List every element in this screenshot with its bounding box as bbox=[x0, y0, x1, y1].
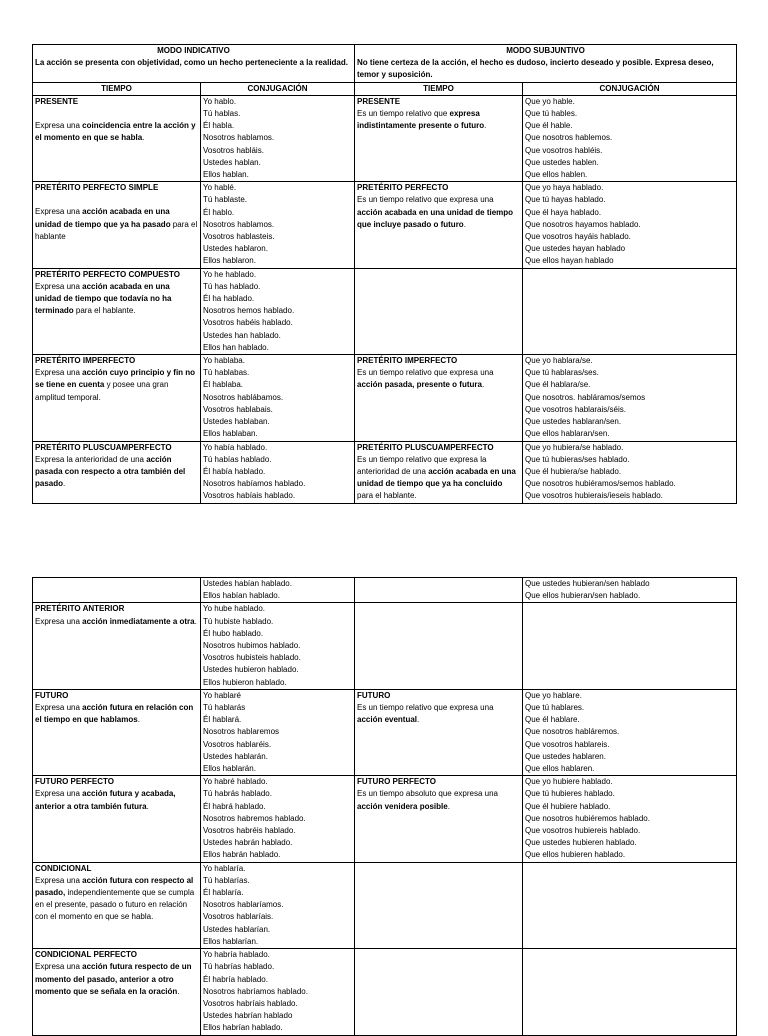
conjugation-line: Que yo hubiere hablado. bbox=[525, 777, 613, 787]
conjugation-line: Yo hablaba. bbox=[203, 356, 245, 366]
table-row bbox=[33, 441, 737, 503]
conjugation-line: Yo habría hablado. bbox=[203, 950, 270, 960]
sub-tense-name: PRETÉRITO PERFECTO bbox=[357, 183, 449, 193]
sub-tense-cell bbox=[355, 182, 523, 268]
conjugation-line: Que nosotros hablemos. bbox=[525, 133, 613, 143]
ind-tense-name: FUTURO bbox=[35, 690, 69, 700]
conjugation-line: Él habría hablado. bbox=[203, 974, 268, 984]
ind-tense-cell bbox=[33, 603, 201, 689]
conjugation-line: Ellos hablarían. bbox=[203, 936, 259, 946]
conjugation-line: Que ellos hubieren hablado. bbox=[525, 850, 626, 860]
conjugation-line: Yo habré hablado. bbox=[203, 777, 268, 787]
sub-tense-cell bbox=[355, 689, 523, 775]
sub-tense-cell bbox=[355, 268, 523, 354]
table-row bbox=[33, 689, 737, 775]
description-text: . bbox=[463, 219, 466, 229]
description-text: . bbox=[63, 479, 66, 489]
ind-tense-name: PRETÉRITO PERFECTO COMPUESTO bbox=[35, 269, 180, 279]
emphasis-text: acción futura y acabada, anterior a otra también futura bbox=[35, 789, 176, 811]
description-text: independientemente que se cumpla en el presente, pasado o futuro en relación con el momento en que se habla. bbox=[35, 888, 195, 922]
ind-tense-name: CONDICIONAL bbox=[35, 863, 92, 873]
sub-tense-description bbox=[357, 368, 494, 389]
ind-tense-name: PRESENTE bbox=[35, 96, 79, 106]
conjugation-line: Él hablo. bbox=[203, 207, 235, 217]
sub-conjugation-cell bbox=[523, 949, 737, 1035]
conjugation-line: Que ellos hubieran/sen hablado. bbox=[525, 591, 641, 601]
ind-tense-description bbox=[35, 703, 193, 724]
conjugation-line: Ustedes hubieron hablado. bbox=[203, 665, 299, 675]
conjugation-line: Nosotros habíamos hablado. bbox=[203, 479, 306, 489]
conjugation-line: Ustedes hablaron. bbox=[203, 244, 268, 254]
emphasis-text: acción pasada, presente o futura bbox=[357, 380, 482, 390]
ind-tense-cell bbox=[33, 776, 201, 862]
conjugation-line: Que tú hayas hablado. bbox=[525, 195, 606, 205]
conjugation-line: Ustedes han hablado. bbox=[203, 330, 281, 340]
conjugation-line: Él habrá hablado. bbox=[203, 801, 266, 811]
ind-tense-description bbox=[35, 121, 196, 142]
ind-tense-name: PRETÉRITO PLUSCUAMPERFECTO bbox=[35, 442, 172, 452]
sub-tense-cell bbox=[355, 578, 523, 603]
table-row bbox=[33, 355, 737, 441]
conjugation-line: Ustedes hablarían. bbox=[203, 924, 271, 934]
conjugation-line: Que nosotros. habláramos/semos bbox=[525, 392, 646, 402]
conjugation-line: Que yo hablara/se. bbox=[525, 356, 593, 366]
description-text: . bbox=[142, 133, 145, 143]
description-text: Expresa una bbox=[35, 789, 83, 799]
sub-tense-name: FUTURO bbox=[357, 690, 391, 700]
ind-tense-cell bbox=[33, 182, 201, 268]
emphasis-text: acción futura en relación con el tiempo en que hablamos bbox=[35, 703, 194, 725]
conjugation-line: Ellos hubieron hablado. bbox=[203, 677, 287, 687]
conjugation-line: Él hablaría. bbox=[203, 888, 244, 898]
conjugation-line: Tú habías hablado. bbox=[203, 454, 272, 464]
description-text: Expresa una bbox=[35, 962, 83, 972]
ind-tense-name: FUTURO PERFECTO bbox=[35, 777, 114, 787]
sub-tense-cell bbox=[355, 355, 523, 441]
conjugation-line: Él había hablado. bbox=[203, 466, 266, 476]
description-text: Expresa una bbox=[35, 207, 83, 217]
description-text: Es un tiempo relativo que expresa una bbox=[357, 195, 494, 205]
conjugation-line: Que tú hablaras/ses. bbox=[525, 368, 599, 378]
ind-tense-cell bbox=[33, 268, 201, 354]
conjugation-line: Que yo hablare. bbox=[525, 690, 582, 700]
description-text: . bbox=[481, 380, 485, 390]
conjugation-table-page-1 bbox=[32, 44, 737, 504]
description-text: Expresa una bbox=[35, 875, 83, 885]
conjugation-line: Ustedes habrán hablado. bbox=[203, 838, 293, 848]
ind-conjugation-cell bbox=[201, 441, 355, 503]
conjugation-line: Tú hablas. bbox=[203, 109, 241, 119]
emphasis-text: expresa indistintamente presente o futuro bbox=[357, 109, 485, 131]
ind-tense-description bbox=[35, 282, 171, 315]
table-row bbox=[33, 578, 737, 603]
conjugation-line: Que tú hablares. bbox=[525, 703, 585, 713]
table-row bbox=[33, 776, 737, 862]
emphasis-text: coincidencia entre la acción y el momento en que se habla bbox=[35, 121, 196, 143]
sub-tense-cell bbox=[355, 862, 523, 948]
conjugation-line: Que él hubiera/se hablado. bbox=[525, 466, 622, 476]
ind-conjugation-cell bbox=[201, 603, 355, 689]
sub-tense-description bbox=[357, 455, 516, 501]
conjugation-line: Que él hable. bbox=[525, 121, 573, 131]
sub-tense-name: FUTURO PERFECTO bbox=[357, 777, 436, 787]
conjugation-line: Nosotros habríamos hablado. bbox=[203, 986, 308, 996]
ind-tense-description bbox=[35, 789, 176, 810]
sub-conjugation-cell bbox=[523, 776, 737, 862]
ind-conjugation-cell bbox=[201, 182, 355, 268]
conjugation-line: Que vosotros hubiereis hablado. bbox=[525, 826, 641, 836]
conjugation-line: Tú has hablado. bbox=[203, 281, 261, 291]
description-text: . bbox=[417, 715, 420, 725]
ind-tense-cell bbox=[33, 689, 201, 775]
col-header-tiempo-indicativo: TIEMPO bbox=[33, 82, 201, 95]
description-text: para el hablante. bbox=[73, 306, 136, 316]
emphasis-text: acción acabada en una unidad de tiempo que incluye pasado o futuro bbox=[357, 207, 514, 229]
conjugation-line: Ustedes hablan. bbox=[203, 157, 261, 167]
description-text: Es un tiempo relativo que expresa la anterioridad de una bbox=[357, 454, 487, 476]
sub-conjugation-cell bbox=[523, 578, 737, 603]
subjuntivo-description: No tiene certeza de la acción, el hecho es dudoso, incierto deseado y posible. Expresa deseo, temor y suposición. bbox=[357, 58, 714, 80]
conjugation-line: Que nosotros habláremos. bbox=[525, 727, 620, 737]
conjugation-line: Que vosotros hayáis hablado. bbox=[525, 232, 631, 242]
conjugation-line: Que ellos hablaren. bbox=[525, 764, 595, 774]
description-text: . bbox=[194, 616, 197, 626]
ind-tense-description bbox=[35, 617, 197, 626]
conjugation-line: Yo he hablado. bbox=[203, 269, 257, 279]
subjuntivo-title: MODO SUBJUNTIVO bbox=[506, 46, 585, 55]
conjugation-line: Nosotros habremos hablado. bbox=[203, 813, 306, 823]
description-text: Es un tiempo relativo que bbox=[357, 109, 450, 119]
conjugation-line: Ustedes hablaban. bbox=[203, 417, 270, 427]
indicativo-header-cell bbox=[33, 45, 355, 83]
sub-conjugation-cell bbox=[523, 441, 737, 503]
emphasis-text: acción venidera posible bbox=[357, 801, 448, 811]
sub-conjugation-cell bbox=[523, 268, 737, 354]
conjugation-line: Que ustedes hablaren. bbox=[525, 751, 606, 761]
conjugation-line: Vosotros hablabais. bbox=[203, 404, 273, 414]
conjugation-line: Ellos habrían hablado. bbox=[203, 1023, 283, 1033]
description-text: . bbox=[146, 801, 149, 811]
sub-conjugation-cell bbox=[523, 862, 737, 948]
conjugation-line: Vosotros habéis hablado. bbox=[203, 318, 293, 328]
conjugation-line: Que ellos hayan hablado bbox=[525, 256, 614, 266]
conjugation-line: Ustedes hablarán. bbox=[203, 751, 268, 761]
conjugation-line: Que vosotros hubierais/ieseis hablado. bbox=[525, 491, 663, 501]
conjugation-line: Que tú hables. bbox=[525, 109, 578, 119]
table-row bbox=[33, 949, 737, 1035]
ind-tense-name: PRETÉRITO ANTERIOR bbox=[35, 604, 125, 614]
conjugation-line: Ellos hablaron. bbox=[203, 256, 256, 266]
spacer bbox=[35, 108, 198, 120]
conjugation-line: Que nosotros hayamos hablado. bbox=[525, 219, 641, 229]
emphasis-text: acción cuyo principio y fin no se tiene en cuenta bbox=[35, 368, 196, 390]
description-text: para el hablante. bbox=[357, 491, 417, 501]
conjugation-line: Vosotros hablaríais. bbox=[203, 912, 274, 922]
emphasis-text: acción futura respecto de un momento del pasado, anterior a otro momento que se señala en la oración bbox=[35, 962, 192, 996]
conjugation-line: Que vosotros hablareis. bbox=[525, 739, 610, 749]
conjugation-line: Vosotros habláis. bbox=[203, 145, 264, 155]
conjugation-line: Ellos han hablado. bbox=[203, 342, 269, 352]
sub-conjugation-cell bbox=[523, 95, 737, 181]
ind-tense-description bbox=[35, 207, 197, 240]
conjugation-line: Yo hablé. bbox=[203, 183, 237, 193]
conjugation-line: Que yo haya hablado. bbox=[525, 183, 604, 193]
ind-conjugation-cell bbox=[201, 689, 355, 775]
conjugation-line: Tú hablarás bbox=[203, 703, 246, 713]
conjugation-line: Ellos hablaban. bbox=[203, 429, 258, 439]
sub-tense-name: PRETÉRITO IMPERFECTO bbox=[357, 356, 458, 366]
col-header-tiempo-subjuntivo: TIEMPO bbox=[355, 82, 523, 95]
conjugation-line: Ellos hablarán. bbox=[203, 764, 256, 774]
sub-tense-cell bbox=[355, 441, 523, 503]
conjugation-line: Que tú hubieres hablado. bbox=[525, 789, 615, 799]
conjugation-line: Que yo hubiera/se hablado. bbox=[525, 442, 624, 452]
description-text: y posee una gran amplitud temporal. bbox=[35, 380, 169, 402]
ind-tense-description bbox=[35, 455, 185, 488]
conjugation-line: Vosotros hubisteis hablado. bbox=[203, 653, 301, 663]
conjugation-line: Nosotros hemos hablado. bbox=[203, 306, 295, 316]
conjugation-line: Que ellos hablen. bbox=[525, 170, 588, 180]
conjugation-line: Que vosotros hablarais/séis. bbox=[525, 404, 626, 414]
ind-tense-cell bbox=[33, 95, 201, 181]
ind-tense-name: PRETÉRITO IMPERFECTO bbox=[35, 356, 136, 366]
emphasis-text: acción pasada con respecto a otra también del pasado bbox=[35, 454, 186, 489]
table-row bbox=[33, 603, 737, 689]
col-header-conjugacion-indicativo: CONJUGACIÓN bbox=[201, 82, 355, 95]
conjugation-line: Que vosotros habléis. bbox=[525, 145, 603, 155]
conjugation-line: Nosotros hablábamos. bbox=[203, 392, 284, 402]
sub-tense-description bbox=[357, 109, 486, 130]
conjugation-line: Nosotros hablaremos bbox=[203, 727, 280, 737]
conjugation-line: Ellos habrán hablado. bbox=[203, 850, 281, 860]
conjugation-line: Vosotros habréis hablado. bbox=[203, 826, 296, 836]
conjugation-line: Que nosotros hubiéremos hablado. bbox=[525, 813, 650, 823]
ind-conjugation-cell bbox=[201, 268, 355, 354]
table-row bbox=[33, 862, 737, 948]
description-text: . bbox=[137, 715, 140, 725]
sub-tense-name: PRESENTE bbox=[357, 96, 401, 106]
conjugation-line: Vosotros hablaréis. bbox=[203, 739, 272, 749]
conjugation-line: Que yo hable. bbox=[525, 96, 575, 106]
description-text: para el hablante bbox=[35, 219, 198, 241]
ind-tense-name: PRETÉRITO PERFECTO SIMPLE bbox=[35, 183, 159, 193]
conjugation-line: Nosotros hablaríamos. bbox=[203, 900, 284, 910]
ind-tense-description bbox=[35, 876, 194, 922]
emphasis-text: acción futura con respecto al pasado, bbox=[35, 875, 194, 898]
conjugation-line: Yo había hablado. bbox=[203, 442, 268, 452]
conjugation-line: Que ustedes hubieren hablado. bbox=[525, 838, 637, 848]
conjugation-line: Vosotros habíais hablado. bbox=[203, 491, 296, 501]
description-text: Es un tiempo absoluto que expresa una bbox=[357, 789, 498, 799]
ind-tense-cell bbox=[33, 578, 201, 603]
emphasis-text: acción inmediatamente a otra bbox=[82, 616, 195, 626]
table-row bbox=[33, 182, 737, 268]
conjugation-line: Yo hube hablado. bbox=[203, 604, 265, 614]
emphasis-text: acción acabada en una unidad de tiempo que ya ha pasado bbox=[35, 207, 171, 229]
conjugation-line: Que él hablare. bbox=[525, 715, 580, 725]
table-body-page-1 bbox=[33, 95, 737, 503]
sub-conjugation-cell bbox=[523, 355, 737, 441]
conjugation-line: Ustedes habrían hablado bbox=[203, 1011, 293, 1021]
ind-tense-description bbox=[35, 368, 195, 401]
conjugation-line: Él hablará. bbox=[203, 715, 242, 725]
sub-tense-cell bbox=[355, 603, 523, 689]
col-header-conjugacion-subjuntivo: CONJUGACIÓN bbox=[523, 82, 737, 95]
emphasis-text: acción eventual bbox=[357, 715, 418, 725]
conjugation-line: Ellos habían hablado. bbox=[203, 591, 280, 601]
conjugation-line: Que ustedes hubieran/sen hablado bbox=[525, 579, 650, 588]
conjugation-line: Yo hablaré bbox=[203, 690, 241, 700]
conjugation-line: Tú hablaste. bbox=[203, 195, 248, 205]
description-text: Es un tiempo relativo que expresa una bbox=[357, 368, 494, 378]
description-text: Expresa una bbox=[35, 281, 83, 291]
conjugation-line: Yo hablo. bbox=[203, 96, 237, 106]
ind-conjugation-cell bbox=[201, 578, 355, 603]
conjugation-line: Él ha hablado. bbox=[203, 294, 255, 304]
conjugation-table-page-2 bbox=[32, 577, 737, 1036]
conjugation-line: Que ustedes hablaran/sen. bbox=[525, 417, 622, 427]
emphasis-text: acción acabada en una unidad de tiempo que ya ha concluido bbox=[357, 466, 516, 489]
ind-conjugation-cell bbox=[201, 95, 355, 181]
ind-tense-name: CONDICIONAL PERFECTO bbox=[35, 950, 137, 960]
sub-tense-description bbox=[357, 195, 513, 228]
conjugation-line: Tú habrías hablado. bbox=[203, 962, 275, 972]
conjugation-line: Que él haya hablado. bbox=[525, 207, 602, 217]
conjugation-line: Yo hablaría. bbox=[203, 863, 246, 873]
table-row bbox=[33, 268, 737, 354]
conjugation-line: Que ustedes hayan hablado bbox=[525, 244, 626, 254]
description-text: . bbox=[447, 801, 450, 811]
conjugation-line: Él hubo hablado. bbox=[203, 628, 264, 638]
conjugation-line: Él habla. bbox=[203, 121, 235, 131]
conjugation-line: Que ellos hablaran/sen. bbox=[525, 429, 610, 439]
ind-conjugation-cell bbox=[201, 949, 355, 1035]
ind-tense-cell bbox=[33, 441, 201, 503]
conjugation-line: Que tú hubieras/ses hablado. bbox=[525, 454, 630, 464]
table-row bbox=[33, 95, 737, 181]
description-text: Expresa la anterioridad de una bbox=[35, 454, 147, 464]
sub-tense-cell bbox=[355, 95, 523, 181]
ind-tense-cell bbox=[33, 949, 201, 1035]
sub-tense-cell bbox=[355, 949, 523, 1035]
description-text: Expresa una bbox=[35, 616, 83, 626]
conjugation-line: Que nosotros hubiéramos/semos hablado. bbox=[525, 479, 676, 489]
indicativo-title: MODO INDICATIVO bbox=[157, 46, 230, 55]
sub-tense-name: PRETÉRITO PLUSCUAMPERFECTO bbox=[357, 442, 494, 452]
sub-conjugation-cell bbox=[523, 603, 737, 689]
conjugation-line: Tú hablabas. bbox=[203, 368, 250, 378]
conjugation-line: Vosotros hablasteis. bbox=[203, 232, 275, 242]
description-text: . bbox=[484, 121, 487, 131]
conjugation-line: Él hablaba. bbox=[203, 380, 244, 390]
description-text: Expresa una bbox=[35, 703, 83, 713]
conjugation-line: Que él hubiere hablado. bbox=[525, 801, 611, 811]
conjugation-line: Tú habrás hablado. bbox=[203, 789, 272, 799]
description-text: Expresa una bbox=[35, 368, 83, 378]
conjugation-line: Tú hubiste hablado. bbox=[203, 616, 274, 626]
sub-tense-description bbox=[357, 703, 494, 724]
emphasis-text: acción acabada en una unidad de tiempo que todavía no ha terminado bbox=[35, 281, 172, 316]
conjugation-line: Tú hablarías. bbox=[203, 875, 250, 885]
ind-conjugation-cell bbox=[201, 862, 355, 948]
conjugation-line: Nosotros hablamos. bbox=[203, 219, 275, 229]
conjugation-line: Ustedes habían hablado. bbox=[203, 579, 292, 588]
description-text: . bbox=[177, 986, 180, 996]
conjugation-line: Nosotros hubimos hablado. bbox=[203, 641, 301, 651]
conjugation-line: Ellos hablan. bbox=[203, 170, 249, 180]
spacer bbox=[35, 194, 198, 206]
description-text: Es un tiempo relativo que expresa una bbox=[357, 703, 494, 713]
description-text: Expresa una bbox=[35, 121, 83, 131]
ind-tense-cell bbox=[33, 862, 201, 948]
table-body-page-2 bbox=[33, 578, 737, 1036]
indicativo-description: La acción se presenta con objetividad, como un hecho perteneciente a la realidad. bbox=[35, 58, 348, 68]
conjugation-line: Que ustedes hablen. bbox=[525, 157, 599, 167]
conjugation-line: Que él hablara/se. bbox=[525, 380, 591, 390]
ind-conjugation-cell bbox=[201, 355, 355, 441]
conjugation-line: Vosotros habríais hablado. bbox=[203, 998, 298, 1008]
sub-conjugation-cell bbox=[523, 689, 737, 775]
ind-tense-cell bbox=[33, 355, 201, 441]
ind-tense-description bbox=[35, 962, 192, 995]
sub-conjugation-cell bbox=[523, 182, 737, 268]
subjuntivo-header-cell bbox=[355, 45, 737, 83]
ind-conjugation-cell bbox=[201, 776, 355, 862]
sub-tense-description bbox=[357, 789, 498, 810]
conjugation-line: Nosotros hablamos. bbox=[203, 133, 275, 143]
sub-tense-cell bbox=[355, 776, 523, 862]
